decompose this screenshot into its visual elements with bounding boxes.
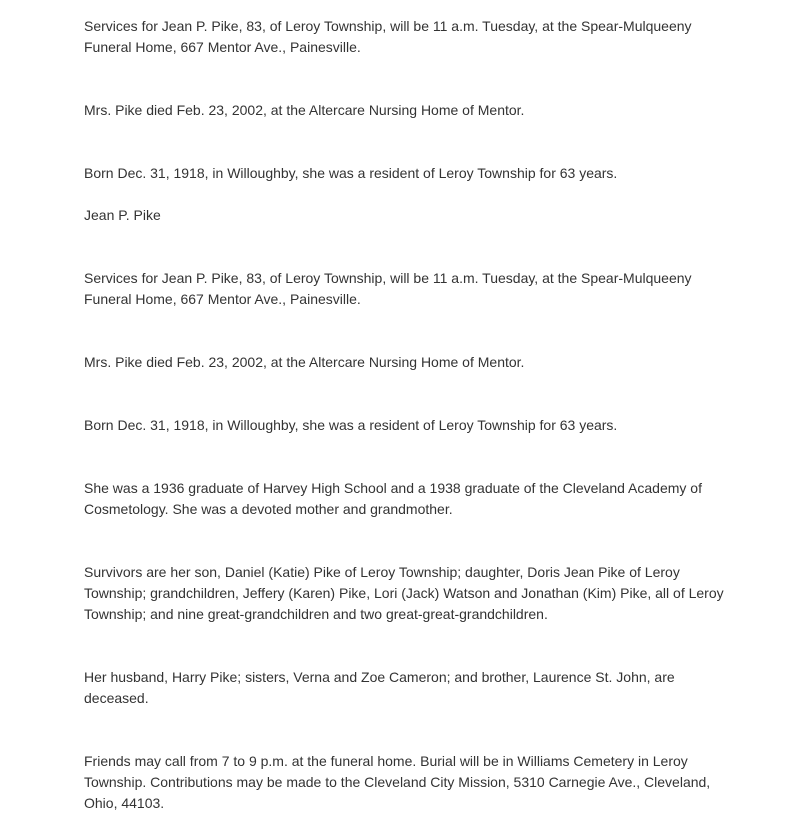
paragraph-services-repeat: Services for Jean P. Pike, 83, of Leroy Township, will be 11 a.m. Tuesday, at the Spear-Mulqueeny Funeral Home, 667 Mentor Ave., Painesville. — [84, 270, 692, 307]
paragraph-name-heading: Jean P. Pike — [84, 207, 161, 223]
paragraph-birth-repeat: Born Dec. 31, 1918, in Willoughby, she was a resident of Leroy Township for 63 years. — [84, 417, 618, 433]
paragraph-death: Mrs. Pike died Feb. 23, 2002, at the Altercare Nursing Home of Mentor. — [84, 102, 525, 118]
obituary-article — [84, 16, 724, 814]
paragraph-death-repeat: Mrs. Pike died Feb. 23, 2002, at the Altercare Nursing Home of Mentor. — [84, 354, 525, 370]
paragraph-birth: Born Dec. 31, 1918, in Willoughby, she was a resident of Leroy Township for 63 years. — [84, 165, 618, 181]
paragraph-services: Services for Jean P. Pike, 83, of Leroy Township, will be 11 a.m. Tuesday, at the Spear-Mulqueeny Funeral Home, 667 Mentor Ave., Painesville. — [84, 18, 692, 55]
paragraph-visitation: Friends may call from 7 to 9 p.m. at the funeral home. Burial will be in Williams Cemetery in Leroy Township. Contributions may be made to the Cleveland City Mission, 5310 Carnegie Ave., Cleveland, Ohio, 44103. — [84, 753, 711, 811]
paragraph-education: She was a 1936 graduate of Harvey High School and a 1938 graduate of the Cleveland Academy of Cosmetology. She was a devoted mother and grandmother. — [84, 480, 702, 517]
paragraph-survivors: Survivors are her son, Daniel (Katie) Pike of Leroy Township; daughter, Doris Jean Pike of Leroy Township; grandchildren, Jeffery (Karen) Pike, Lori (Jack) Watson and Jonathan (Kim) Pike, all of Leroy Township; and nine great-grandchildren and two great-great-grandchildren. — [84, 564, 724, 622]
paragraph-deceased-relatives: Her husband, Harry Pike; sisters, Verna and Zoe Cameron; and brother, Laurence St. John, are deceased. — [84, 669, 675, 706]
